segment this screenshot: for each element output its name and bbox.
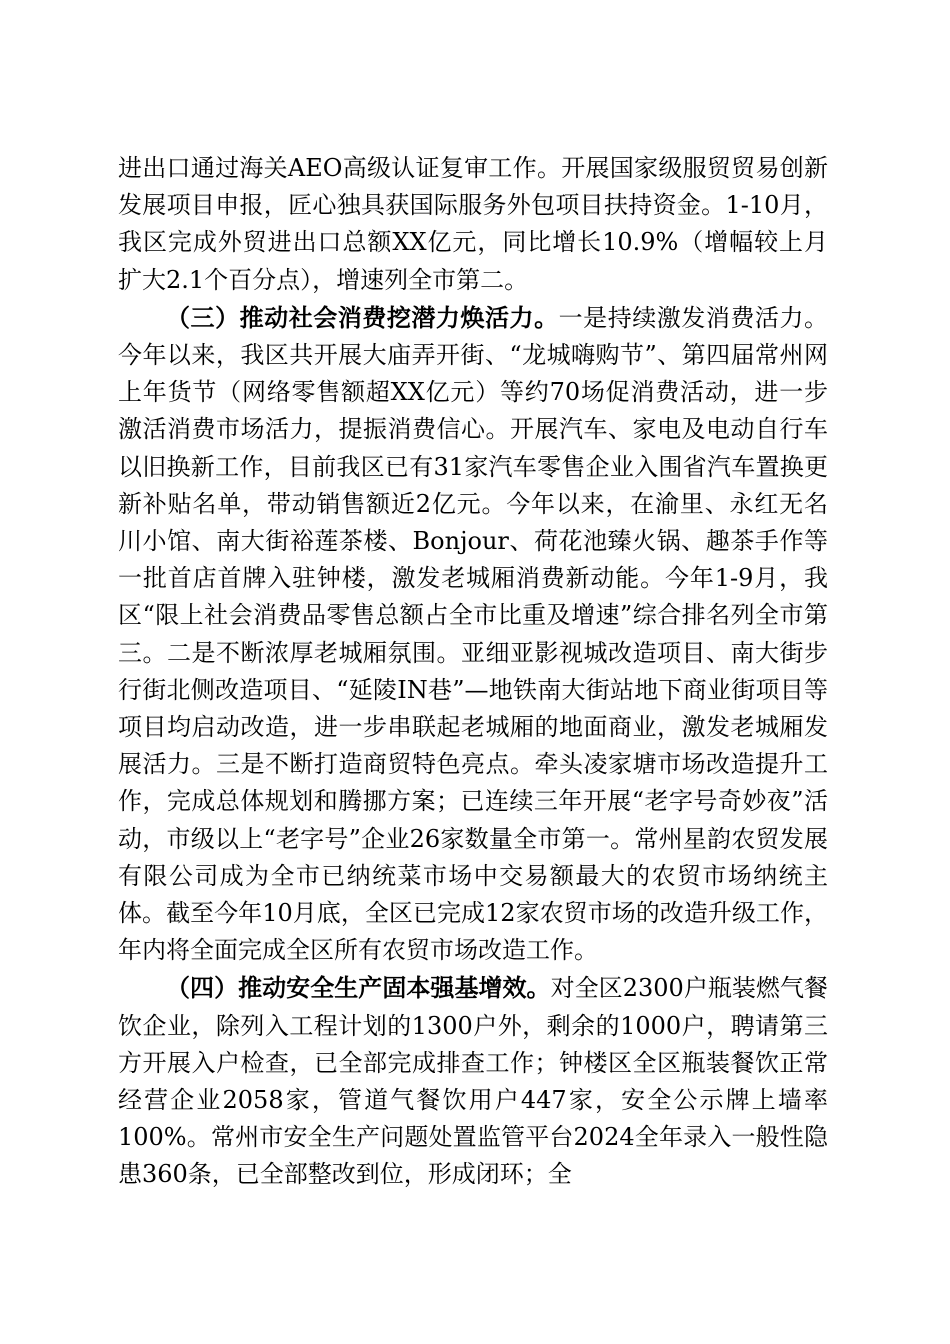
paragraph-text: 对全区2300户瓶装燃气餐饮企业，除列入工程计划的1300户外，剩余的1000户，聘请第三方开展入户检查，已全部完成排查工作；钟楼区全区瓶装餐饮正常经营企业2058家，管道气餐饮用户447家，安全公示牌上墙率100%。常州市安全生产问题处置监管平台2024全年录入一般性隐患360条，已全部整改到位，形成闭环；全 xyxy=(118,974,829,1189)
paragraph-text: 进出口通过海关AEO高级认证复审工作。开展国家级服贸贸易创新发展项目申报，匠心独具获国际服务外包项目扶持资金。1-10月，我区完成外贸进出口总额XX亿元，同比增长10.9%（增幅较上月扩大2.1个百分点），增速列全市第二。 xyxy=(118,154,828,294)
paragraph-consumption xyxy=(118,299,828,970)
section-heading-4: （四）推动安全生产固本强基增效。 xyxy=(166,973,551,1003)
paragraph-foreign-trade xyxy=(118,150,828,299)
paragraph-safety xyxy=(118,969,828,1193)
paragraph-text: 一是持续激发消费活力。今年以来，我区共开展大庙弄开街、“龙城嗨购节”、第四届常州网上年货节（网络零售额超XX亿元）等约70场促消费活动，进一步激活消费市场活力，提振消费信心。开展汽车、家电及电动自行车以旧换新工作，目前我区已有31家汽车零售企业入围省汽车置换更新补贴名单，带动销售额近2亿元。今年以来，在渝里、永红无名川小馆、南大街裕莲茶楼、Bonjour、荷花池臻火锅、趣茶手作等一批首店首牌入驻钟楼，激发老城厢消费新动能。今年1-9月，我区“限上社会消费品零售总额占全市比重及增速”综合排名列全市第三。二是不断浓厚老城厢氛围。亚细亚影视城改造项目、南大街步行街北侧改造项目、“延陵IN巷”—地铁南大街站地下商业街项目等项目均启动改造，进一步串联起老城厢的地面商业，激发老城厢发展活力。三是不断打造商贸特色亮点。牵头凌家塘市场改造提升工作，完成总体规划和腾挪方案；已连续三年开展“老字号奇妙夜”活动，市级以上“老字号”企业26家数量全市第一。常州星韵农贸发展有限公司成为全市已纳统菜市场中交易额最大的农贸市场纳统主体。截至今年10月底，全区已完成12家农贸市场的改造升级工作，年内将全面完成全区所有农贸市场改造工作。 xyxy=(118,303,829,965)
document-body xyxy=(118,150,828,1194)
section-heading-3: （三）推动社会消费挖潜力焕活力。 xyxy=(166,302,559,332)
